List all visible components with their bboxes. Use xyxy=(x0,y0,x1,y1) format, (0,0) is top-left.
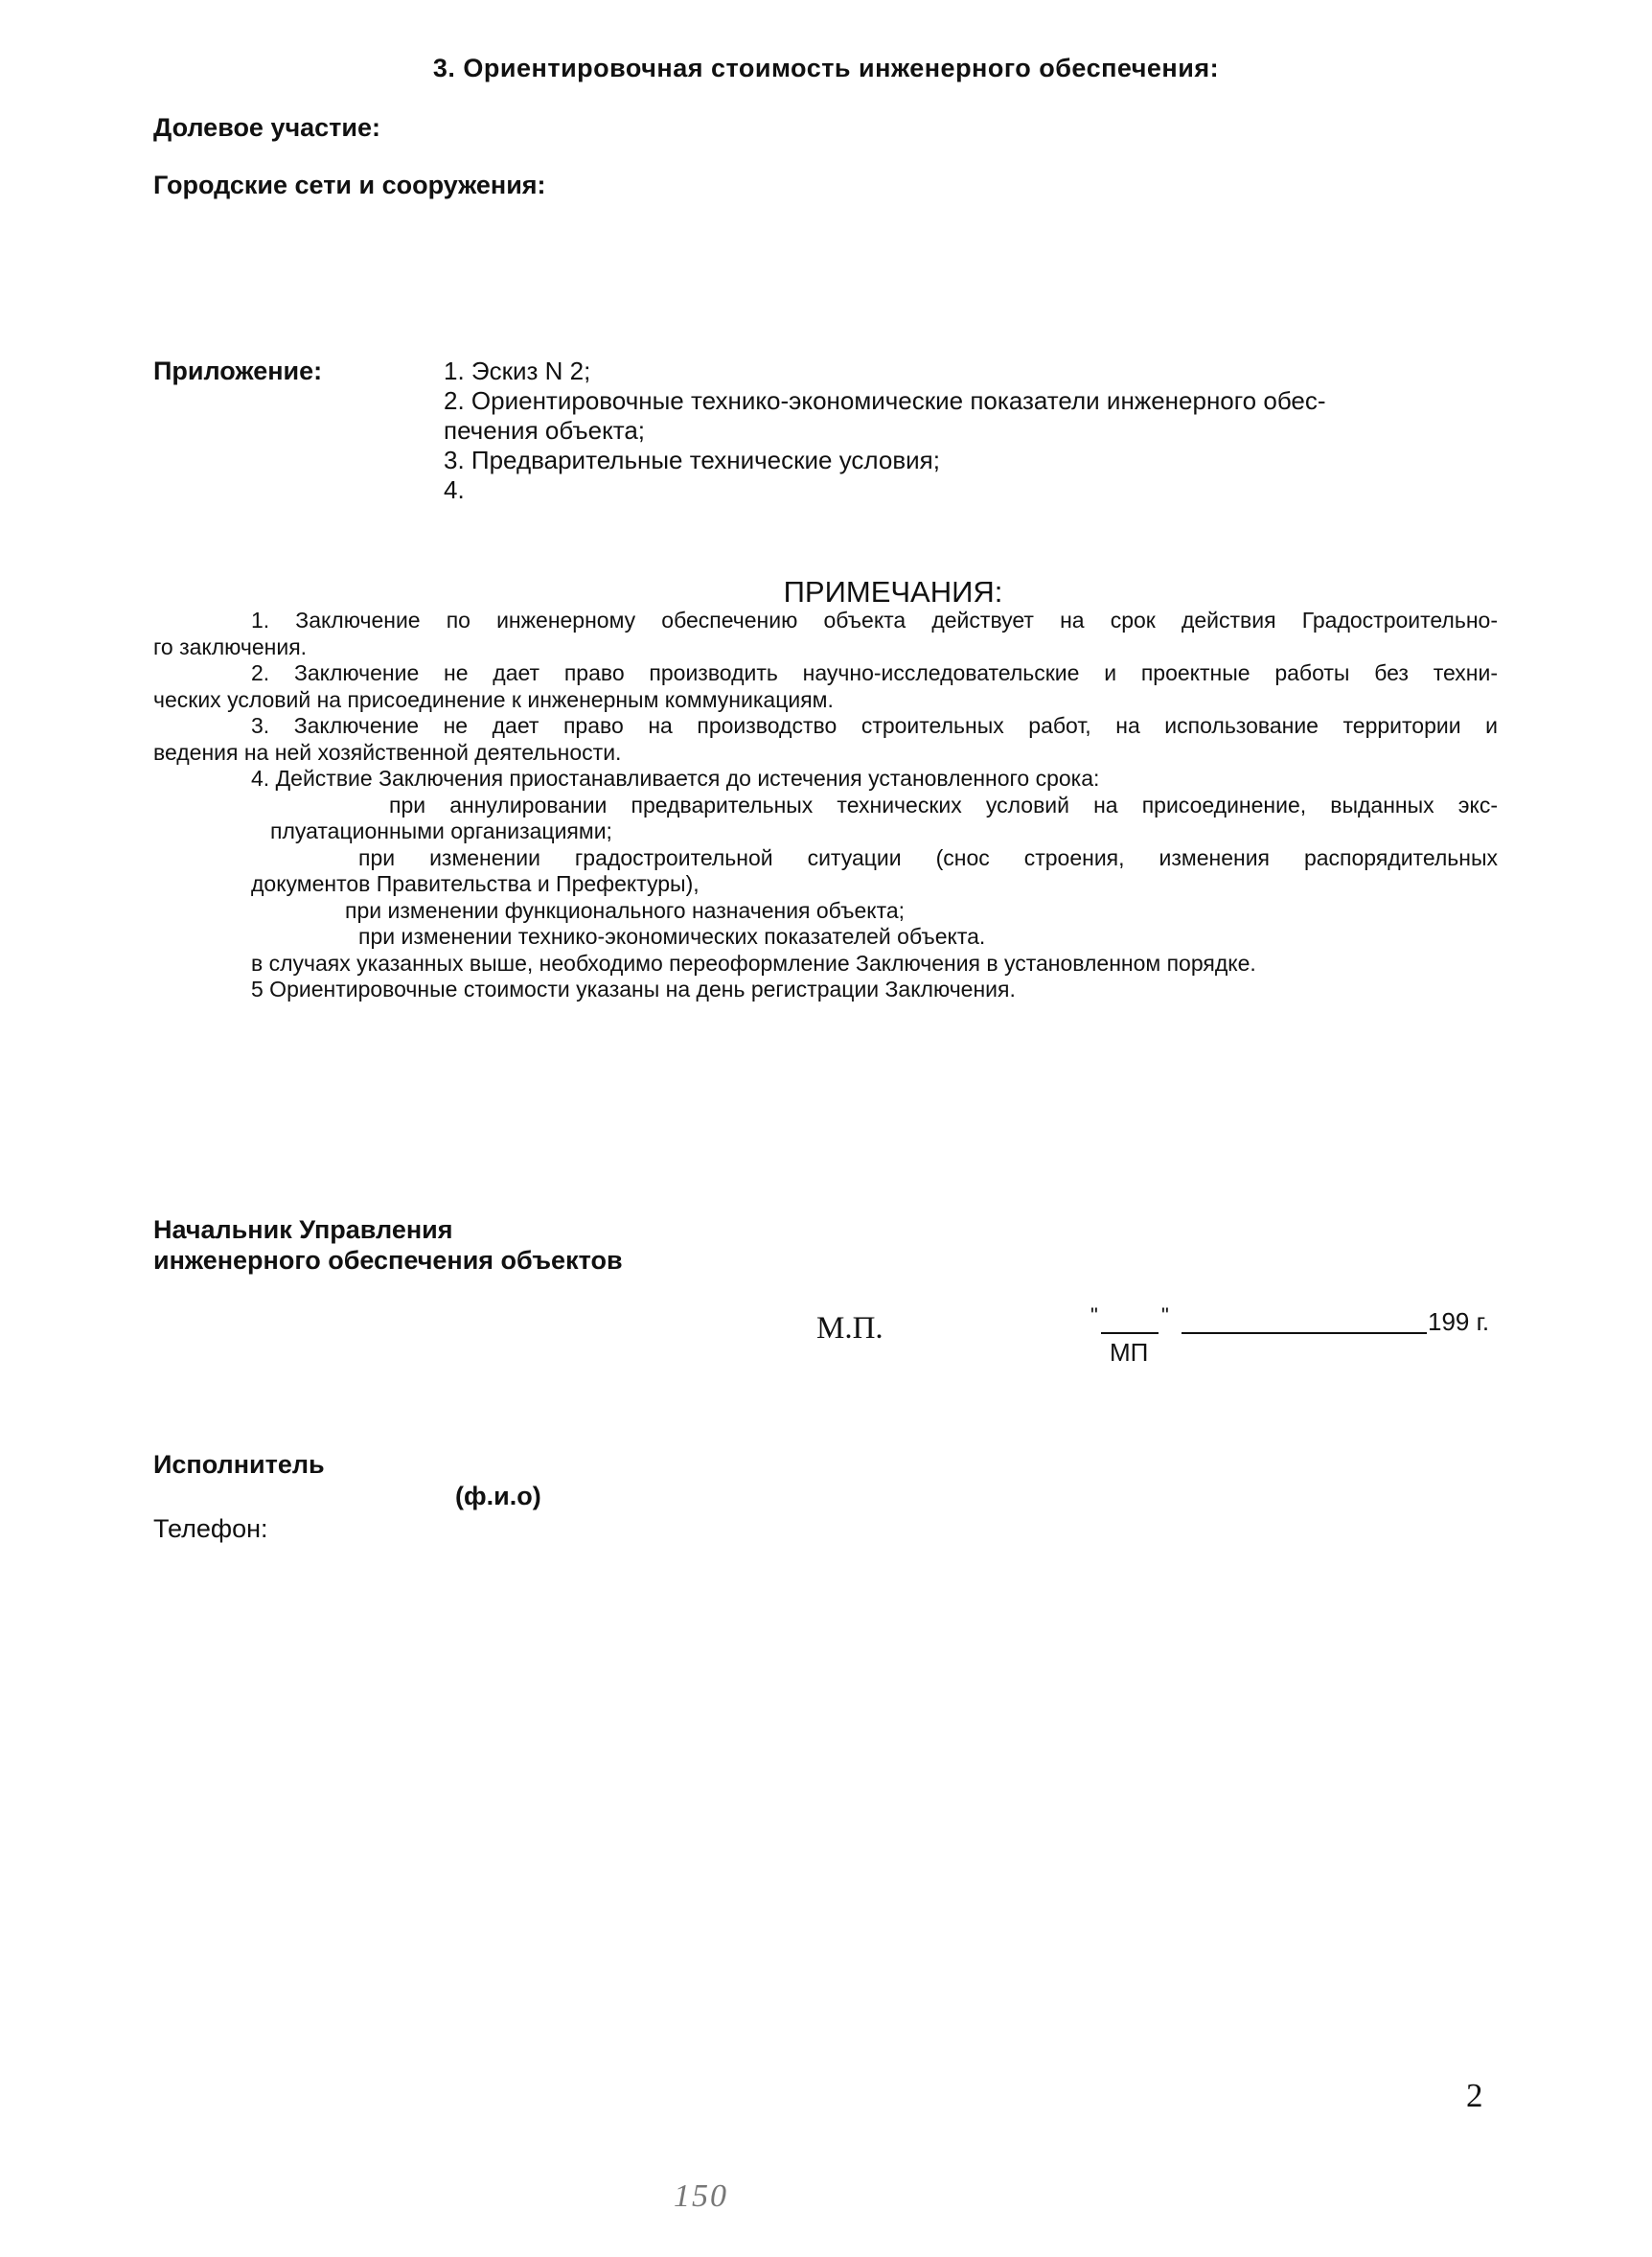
note-line: при изменении градостроительной ситуации (снос строения, изменения распорядительных xyxy=(358,844,1498,870)
notes-title: ПРИМЕЧАНИЯ: xyxy=(783,575,1003,609)
note-line: 5 Ориентировочные стоимости указаны на день регистрации Заключения. xyxy=(251,977,1016,1002)
signatory-position xyxy=(153,1214,623,1276)
note-line: при изменении функционального назначения объекта; xyxy=(345,897,906,923)
note-line: в случаях указанных выше, необходимо переоформление Заключения в установленном порядке. xyxy=(251,950,1256,976)
handwritten-stamp-number: 150 xyxy=(674,2178,728,2214)
city-networks-label: Городские сети и сооружения: xyxy=(153,171,546,199)
appendix-item: печения объекта; xyxy=(444,416,646,445)
share-participation-label: Долевое участие: xyxy=(153,113,381,142)
appendix-list xyxy=(444,357,1498,505)
note-line: го заключения. xyxy=(153,633,308,659)
note-line: плуатационными организациями; xyxy=(270,818,612,843)
position-line: Начальник Управления xyxy=(153,1215,453,1244)
appendix-item: 2. Ориентировочные технико-экономические показатели инженерного обес- xyxy=(444,386,1326,415)
appendix-item: 4. xyxy=(444,475,465,504)
page-number: 2 xyxy=(1466,2077,1483,2114)
date-field xyxy=(1090,1303,1503,1370)
appendix-item: 3. Предварительные технические условия; xyxy=(444,446,940,474)
position-line: инженерного обеспечения объектов xyxy=(153,1246,623,1275)
note-line: при изменении технико-экономических показателей объекта. xyxy=(358,924,986,949)
executor-fio: (ф.и.о) xyxy=(455,1482,541,1510)
section-title: 3. Ориентировочная стоимость инженерного обеспечения: xyxy=(432,54,1220,82)
seal-mark-small: МП xyxy=(1110,1338,1149,1367)
note-line: 4. Действие Заключения приостанавливается до истечения установленного срока: xyxy=(251,766,1100,791)
note-line: ческих условий на присоединение к инженерным коммуникациям. xyxy=(153,686,834,712)
seal-mark: М.П. xyxy=(816,1311,883,1346)
notes-block xyxy=(153,608,1498,1003)
note-line: ведения на ней хозяйственной деятельности. xyxy=(153,739,622,765)
executor-label: Исполнитель xyxy=(153,1450,325,1479)
year-suffix: 199 г. xyxy=(1428,1307,1490,1336)
month-blank xyxy=(1182,1332,1427,1334)
note-line: 2. Заключение не дает право производить научно-исследовательские и проектные работы без техни- xyxy=(251,660,1498,685)
day-blank xyxy=(1101,1332,1159,1334)
note-line: 3. Заключение не дает право на производство строительных работ, на использование территории и xyxy=(251,713,1498,738)
phone-label: Телефон: xyxy=(153,1514,268,1543)
quote-close: " xyxy=(1161,1303,1169,1327)
note-line: документов Правительства и Префектуры), xyxy=(251,871,700,896)
note-line: при аннулировании предварительных технических условий на присоединение, выданных экс- xyxy=(389,792,1498,818)
note-line: 1. Заключение по инженерному обеспечению объекта действует на срок действия Градостроительно- xyxy=(251,608,1498,633)
appendix-label: Приложение: xyxy=(153,357,323,385)
quote-open: " xyxy=(1090,1303,1098,1327)
appendix-item: 1. Эскиз N 2; xyxy=(444,357,591,385)
